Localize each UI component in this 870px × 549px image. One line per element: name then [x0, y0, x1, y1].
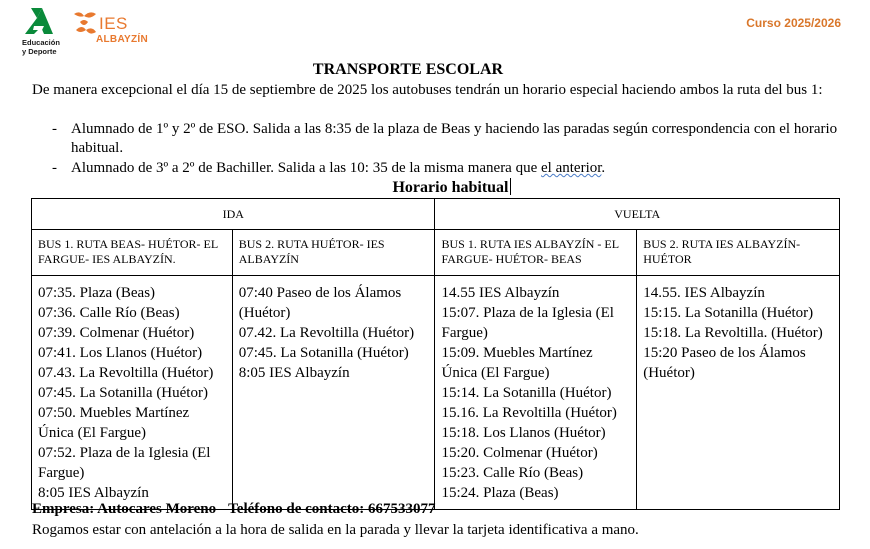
route-name: BUS 2. RUTA HUÉTOR- IES ALBAYZÍN	[232, 230, 435, 276]
stop-entry: 14.55. IES Albayzín	[643, 285, 765, 301]
route-stops	[232, 276, 435, 510]
stop-entry: 14.55 IES Albayzín	[441, 285, 560, 301]
stop-entry: 8:05 IES Albayzín	[38, 485, 149, 501]
table-row	[32, 199, 840, 230]
stop-entry: 07:45. La Sotanilla (Huétor)	[38, 385, 208, 401]
company-contact	[32, 501, 436, 518]
ies-logo-text: IES	[99, 14, 128, 33]
stop-entry: 15:23. Calle Río (Beas)	[441, 465, 584, 481]
stop-entry: 07:40 Paseo de los Álamos (Huétor)	[238, 285, 402, 321]
stop-entry: 07.43. La Revoltilla (Huétor)	[38, 365, 214, 381]
stop-entry: 15:18. La Revoltilla. (Huétor)	[643, 325, 823, 341]
junta-andalucia-logo	[22, 6, 72, 56]
spellcheck-underlined-text: el anterior	[541, 160, 602, 176]
route-name: BUS 1. RUTA IES ALBAYZÍN - EL FARGUE- HUÉTOR- BEAS	[435, 230, 637, 276]
route-stops	[32, 276, 233, 510]
route-stops	[637, 276, 840, 510]
vuelta-header: VUELTA	[435, 199, 840, 230]
school-year: Curso 2025/2026	[746, 16, 841, 30]
table-row	[32, 276, 840, 510]
route-name: BUS 1. RUTA BEAS- HUÉTOR- EL FARGUE- IES ALBAYZÍN.	[32, 230, 233, 276]
stop-entry: 15:24. Plaza (Beas)	[441, 485, 559, 501]
stop-entry: 07:50. Muebles Martínez Única (El Fargue)	[38, 405, 190, 441]
document-title: TRANSPORTE ESCOLAR	[312, 61, 504, 78]
ies-albayzin-logo	[70, 6, 149, 50]
intro-paragraph: De manera excepcional el día 15 de septiembre de 2025 los autobuses tendrán un horario especial haciendo ambos la ruta del bus 1:	[32, 82, 823, 98]
stop-entry: 15.16. La Revoltilla (Huétor)	[441, 405, 617, 421]
stop-entry: 07.42. La Revoltilla (Huétor)	[238, 325, 415, 341]
stop-entry: 07:35. Plaza (Beas)	[38, 285, 156, 301]
company-name: Empresa: Autocares Moreno	[32, 501, 217, 517]
bullet-list	[52, 120, 842, 178]
text-cursor	[510, 178, 511, 195]
bullet-dash: -	[52, 160, 57, 176]
stop-entry: 07:36. Calle Río (Beas)	[38, 305, 180, 321]
stop-entry: 15:18. Los Llanos (Huétor)	[441, 425, 606, 441]
junta-logo-mark-icon	[22, 6, 72, 38]
schedule-table	[31, 198, 840, 510]
list-item	[52, 120, 842, 158]
stop-entry: 07:52. Plaza de la Iglesia (El Fargue)	[38, 445, 211, 481]
stop-entry: 07:41. Los Llanos (Huétor)	[38, 345, 203, 361]
stop-entry: 8:05 IES Albayzín	[238, 365, 350, 381]
ida-header: IDA	[32, 199, 435, 230]
junta-logo-text: Educación y Deporte	[22, 38, 60, 56]
bullet-text-eso: Alumnado de 1º y 2º de ESO. Salida a las 8:35 de la plaza de Beas y haciendo las paradas según correspondencia con el horario habitual.	[71, 121, 838, 156]
list-item	[52, 159, 842, 178]
stop-entry: 15:09. Muebles Martínez Única (El Fargue)	[441, 345, 593, 381]
stop-entry: 15:15. La Sotanilla (Huétor)	[643, 305, 814, 321]
stop-entry: 15:07. Plaza de la Iglesia (El Fargue)	[441, 305, 614, 341]
stop-entry: 15:20 Paseo de los Álamos (Huétor)	[643, 345, 806, 381]
bullet-text-bachiller: Alumnado de 3º a 2º de Bachiller. Salida a las 10: 35 de la misma manera que el anterior.	[71, 160, 606, 176]
stop-entry: 07:39. Colmenar (Huétor)	[38, 325, 195, 341]
closing-note: Rogamos estar con antelación a la hora de salida en la parada y llevar la tarjeta identificativa a mano.	[32, 522, 639, 538]
route-stops	[435, 276, 637, 510]
bullet-dash: -	[52, 121, 57, 137]
stop-entry: 07:45. La Sotanilla (Huétor)	[238, 345, 409, 361]
contact-phone: Teléfono de contacto: 667533077	[228, 501, 436, 517]
ies-logo-subtext: ALBAYZÍN	[96, 34, 149, 45]
stop-entry: 15:20. Colmenar (Huétor)	[441, 445, 598, 461]
table-row	[32, 230, 840, 276]
stop-entry: 15:14. La Sotanilla (Huétor)	[441, 385, 612, 401]
route-name: BUS 2. RUTA IES ALBAYZÍN- HUÉTOR	[637, 230, 840, 276]
schedule-heading: Horario habitual	[392, 179, 509, 196]
